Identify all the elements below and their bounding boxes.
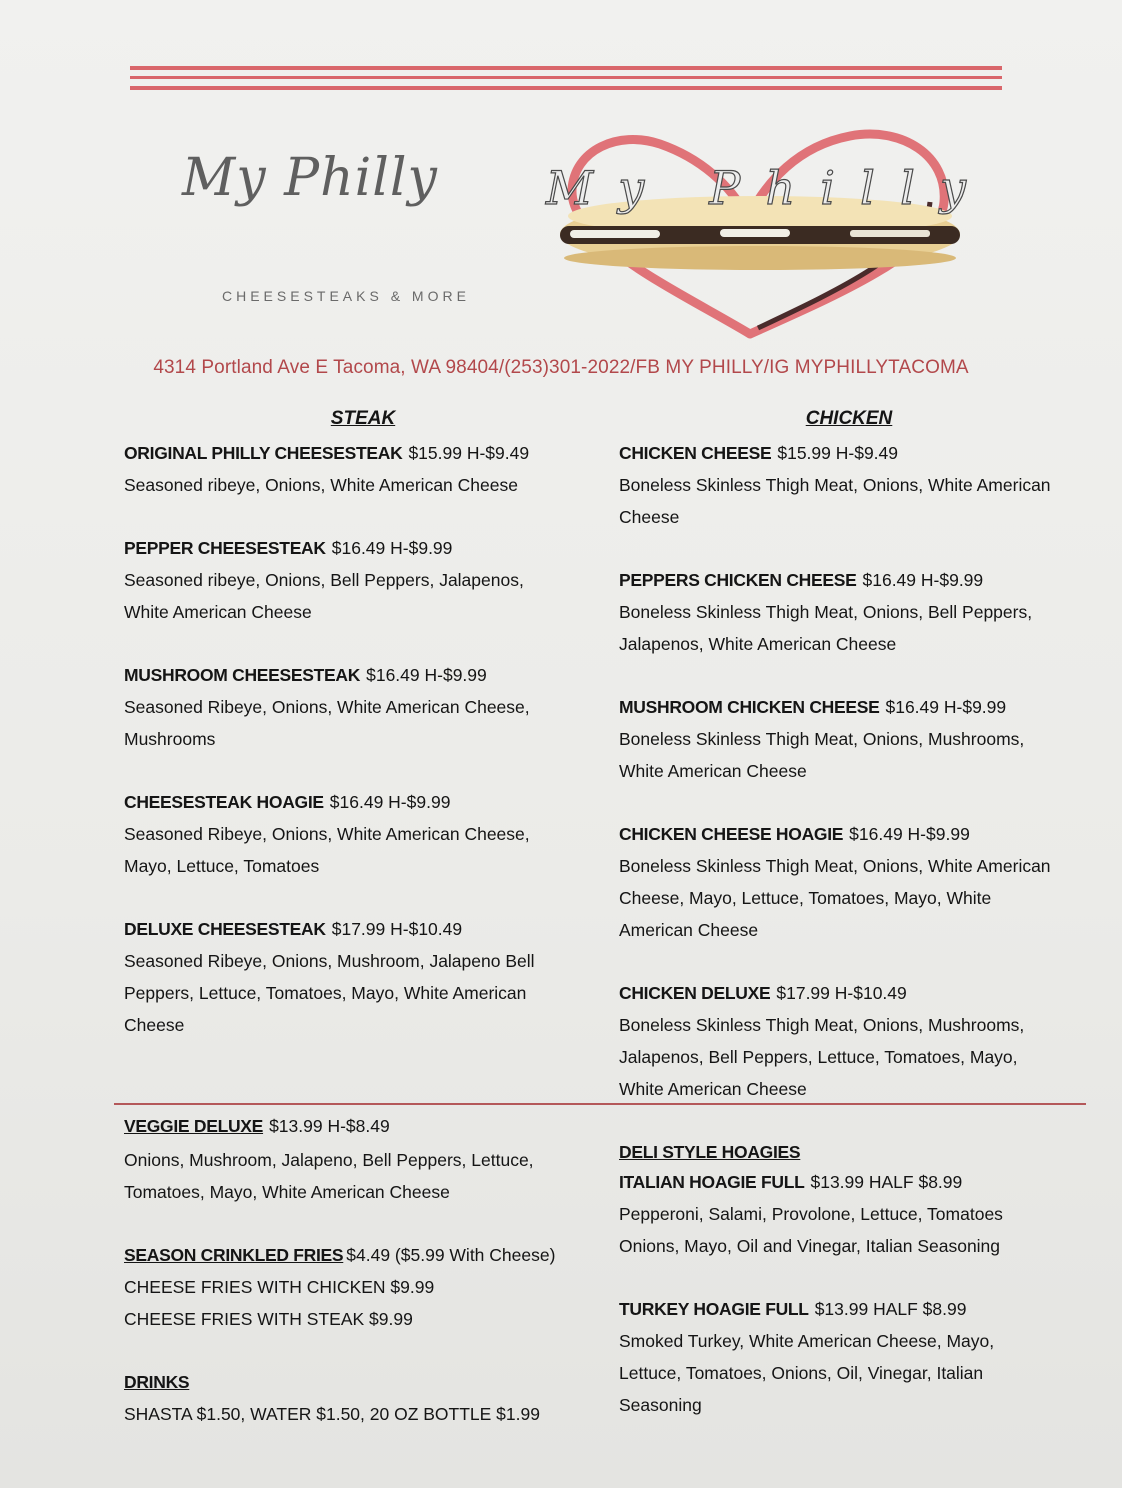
fries-extra: CHEESE FRIES WITH STEAK $9.99	[124, 1309, 413, 1329]
menu-item-price: $15.99 H-$9.49	[408, 443, 530, 463]
menu-item-name: VEGGIE DELUXE	[124, 1116, 264, 1136]
menu-item-name: CHICKEN CHEESE HOAGIE	[619, 824, 844, 844]
menu-item	[619, 437, 1069, 533]
drinks-line: SHASTA $1.50, WATER $1.50, 20 OZ BOTTLE $1.99	[124, 1404, 540, 1424]
steak-items	[124, 437, 594, 1041]
brand-tagline: CHEESESTEAKS & MORE	[222, 288, 470, 304]
menu-item-name: PEPPERS CHICKEN CHEESE	[619, 570, 857, 590]
deli-heading: DELI STYLE HOAGIES	[619, 1142, 801, 1162]
address-line: 4314 Portland Ave E Tacoma, WA 98404/(253)301-2022/FB MY PHILLY/IG MYPHILLYTACOMA	[153, 357, 969, 378]
logo-overlay-text: My Philly	[546, 161, 966, 215]
sides-section	[124, 1108, 594, 1430]
menu-item-price: $13.99 HALF $8.99	[814, 1299, 967, 1319]
onion-icon	[570, 230, 660, 238]
menu-item-price: $16.49 H-$9.99	[849, 824, 970, 844]
menu-item	[619, 977, 1069, 1105]
menu-item-name: PEPPER CHEESESTEAK	[124, 538, 326, 558]
menu-item	[124, 913, 594, 1041]
heart-sandwich-logo	[530, 122, 970, 342]
fries-line	[124, 1239, 594, 1271]
menu-item-price: $13.99 H-$8.49	[269, 1116, 390, 1136]
menu-item-description: Onions, Mushroom, Jalapeno, Bell Peppers, Lettuce, Tomatoes, Mayo, White American Cheese	[124, 1150, 534, 1202]
menu-item-name: CHICKEN DELUXE	[619, 983, 771, 1003]
menu-item-price: $16.49 H-$9.99	[366, 665, 487, 685]
menu-item	[124, 437, 594, 501]
onion-icon	[720, 229, 790, 237]
menu-item-header	[124, 913, 594, 945]
menu-item-price: $15.99 H-$9.49	[777, 443, 899, 463]
bun-bottom-icon	[564, 246, 956, 270]
menu-item-price: $13.99 HALF $8.99	[810, 1172, 963, 1192]
menu-item-description: Boneless Skinless Thigh Meat, Onions, White American Cheese, Mayo, Lettuce, Tomatoes, Mayo, White American Cheese	[619, 856, 1051, 940]
top-rule	[130, 86, 1002, 90]
deli-section	[619, 1138, 1069, 1452]
menu-item-name: TURKEY HOAGIE FULL	[619, 1299, 809, 1319]
menu-item-header	[124, 437, 594, 469]
brand-logo-text: My Philly	[182, 148, 438, 208]
menu-item-name: DELUXE CHEESESTEAK	[124, 919, 326, 939]
menu-item-header	[619, 564, 1069, 596]
menu-item-header	[619, 691, 1069, 723]
menu-item-description: Pepperoni, Salami, Provolone, Lettuce, Tomatoes Onions, Mayo, Oil and Vinegar, Italian Seasoning	[619, 1204, 1003, 1256]
menu-item	[619, 1166, 1069, 1262]
menu-item-header	[619, 818, 1069, 850]
chicken-section	[619, 408, 1069, 1136]
menu-item-name: CHICKEN CHEESE	[619, 443, 772, 463]
menu-item-header	[619, 437, 1069, 469]
menu-item-header	[124, 786, 594, 818]
menu-item-header	[619, 1293, 1069, 1325]
menu-item-price: $16.49 H-$9.99	[329, 792, 451, 812]
menu-item-description: Boneless Skinless Thigh Meat, Onions, Bell Peppers, Jalapenos, White American Cheese	[619, 602, 1033, 654]
menu-item-name: SEASON CRINKLED FRIES	[124, 1245, 344, 1265]
chicken-items	[619, 437, 1069, 1105]
menu-item-price: $16.49 H-$9.99	[331, 538, 453, 558]
menu-item-price: $4.49 ($5.99 With Cheese)	[346, 1245, 556, 1265]
top-rule	[130, 66, 1002, 70]
fries-extra: CHEESE FRIES WITH CHICKEN $9.99	[124, 1277, 435, 1297]
section-divider	[114, 1103, 1086, 1105]
onion-icon	[850, 230, 930, 237]
drinks-heading: DRINKS	[124, 1372, 190, 1392]
menu-item-name: CHEESESTEAK HOAGIE	[124, 792, 324, 812]
menu-item-header	[124, 659, 594, 691]
menu-item	[619, 818, 1069, 946]
deli-items	[619, 1166, 1069, 1421]
menu-item	[124, 532, 594, 628]
menu-item-name: ITALIAN HOAGIE FULL	[619, 1172, 805, 1192]
menu-item	[619, 691, 1069, 787]
menu-item-name: ORIGINAL PHILLY CHEESESTEAK	[124, 443, 403, 463]
menu-item-description: Seasoned Ribeye, Onions, Mushroom, Jalapeno Bell Peppers, Lettuce, Tomatoes, Mayo, White American Cheese	[124, 951, 535, 1035]
top-rule	[130, 76, 1002, 79]
menu-item-description: Boneless Skinless Thigh Meat, Onions, Mushrooms, Jalapenos, Bell Peppers, Lettuce, Tomatoes, Mayo, White American Cheese	[619, 1015, 1025, 1099]
menu-item-price: $17.99 H-$10.49	[331, 919, 463, 939]
menu-item	[619, 564, 1069, 660]
menu-item-description: Seasoned Ribeye, Onions, White American Cheese, Mushrooms	[124, 697, 530, 749]
menu-item	[124, 786, 594, 882]
menu-item-price: $17.99 H-$10.49	[776, 983, 907, 1003]
menu-item-header	[619, 977, 1069, 1009]
menu-item-description: Seasoned Ribeye, Onions, White American Cheese, Mayo, Lettuce, Tomatoes	[124, 824, 530, 876]
menu-item-name: MUSHROOM CHEESESTEAK	[124, 665, 361, 685]
menu-item-name: MUSHROOM CHICKEN CHEESE	[619, 697, 880, 717]
menu-item-price: $16.49 H-$9.99	[885, 697, 1007, 717]
veggie-line	[124, 1110, 594, 1142]
steak-section	[124, 408, 594, 1072]
menu-item	[619, 1293, 1069, 1421]
menu-item-description: Smoked Turkey, White American Cheese, Mayo, Lettuce, Tomatoes, Onions, Oil, Vinegar, Italian Seasoning	[619, 1331, 995, 1415]
menu-item-description: Seasoned ribeye, Onions, White American Cheese	[124, 475, 518, 495]
menu-item	[124, 659, 594, 755]
menu-item-header	[619, 1166, 1069, 1198]
menu-item-description: Boneless Skinless Thigh Meat, Onions, White American Cheese	[619, 475, 1051, 527]
menu-item-description: Seasoned ribeye, Onions, Bell Peppers, Jalapenos, White American Cheese	[124, 570, 524, 622]
section-heading: STEAK	[330, 408, 396, 429]
section-heading: CHICKEN	[805, 408, 893, 429]
menu-item-header	[124, 532, 594, 564]
menu-item-price: $16.49 H-$9.99	[862, 570, 984, 590]
menu-item-description: Boneless Skinless Thigh Meat, Onions, Mushrooms, White American Cheese	[619, 729, 1025, 781]
